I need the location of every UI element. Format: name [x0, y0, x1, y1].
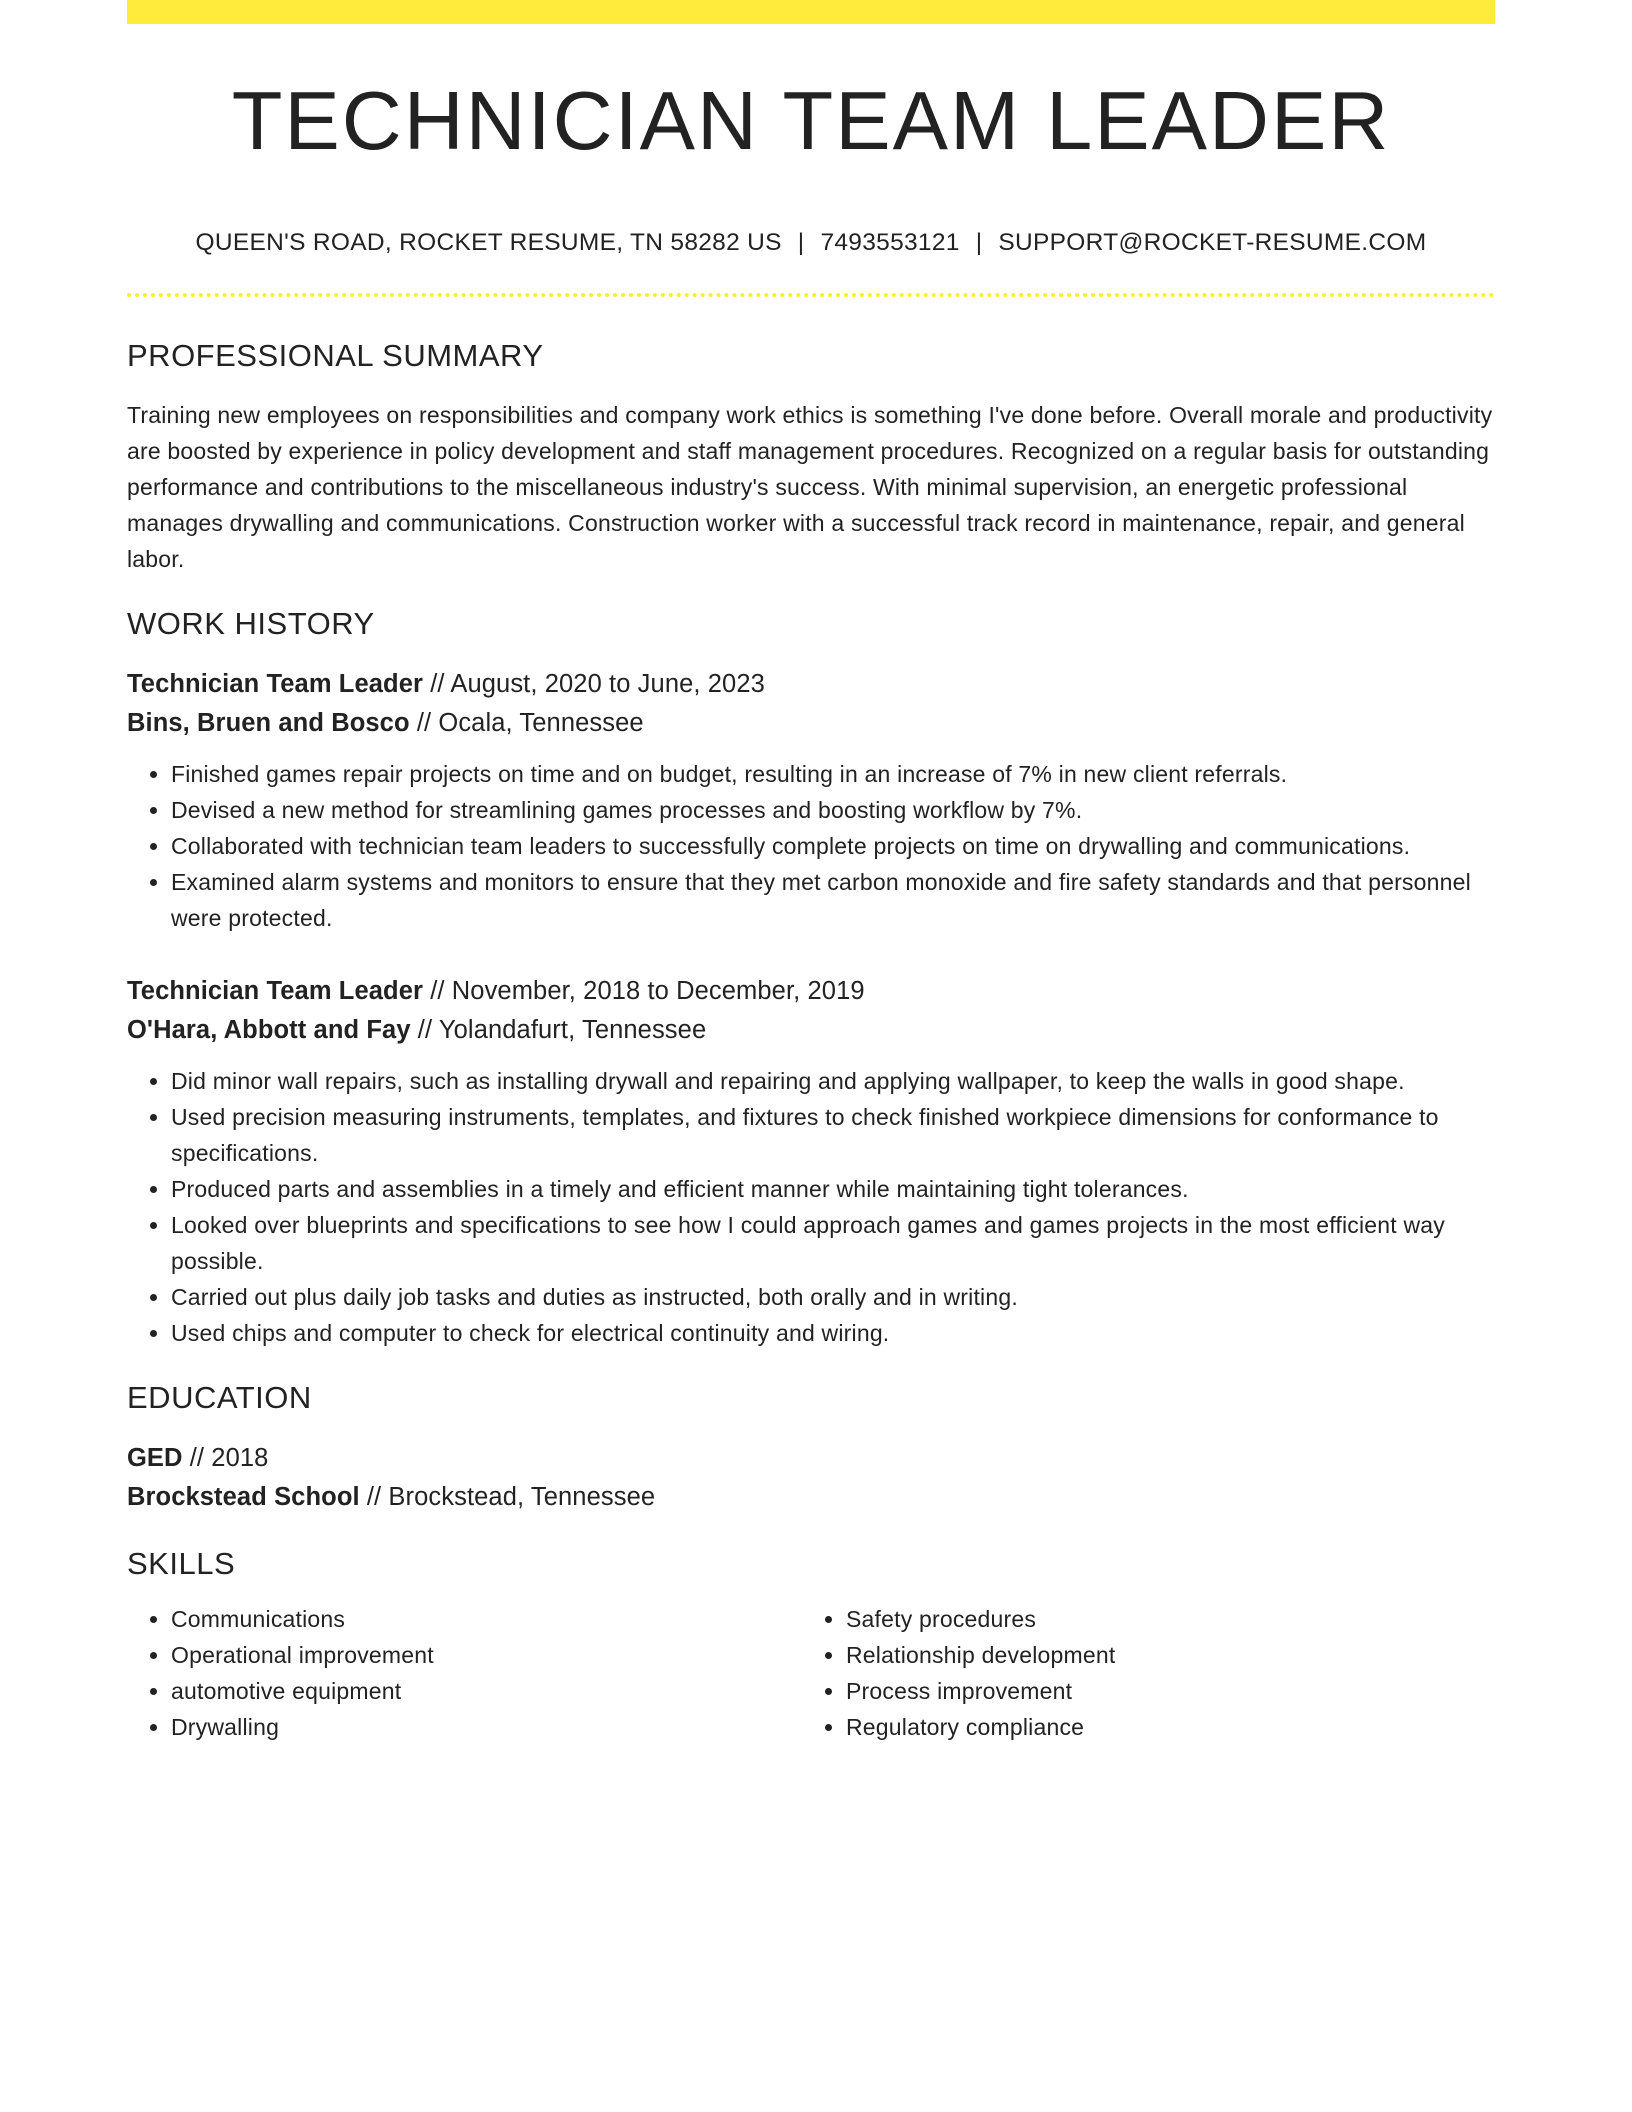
job-bullet: • Carried out plus daily job tasks and duties as instructed, both orally and in writing. — [171, 1279, 1495, 1315]
summary-text: Training new employees on responsibilities and company work ethics is something I've done before. Overall morale and productivity are boosted by experience in policy development and staff management procedures. Recognized on a regular basis for outstanding performance and contributions to the miscellaneous industry's success. With minimal supervision, an energetic professional manages drywalling and communications. Construction worker with a successful track record in maintenance, repair, and general labor. — [127, 402, 1493, 573]
contact-phone: 7493553121 — [820, 229, 960, 256]
education-degree: GED — [127, 1444, 183, 1473]
skill-item: • Process improvement — [846, 1673, 1477, 1709]
education-heading: EDUCATION — [127, 1380, 312, 1416]
resume-title: TECHNICIAN TEAM LEADER — [231, 74, 1391, 167]
education-degree-line — [127, 1439, 1495, 1478]
job-bullet: • Finished games repair projects on time and on budget, resulting in an increase of 7% in new client referrals. — [171, 756, 1495, 792]
job-title: Technician Team Leader — [127, 670, 424, 699]
education-year: // 2018 — [182, 1444, 269, 1473]
job-bullets — [127, 1063, 1495, 1351]
job-company: O'Hara, Abbott and Fay — [127, 1016, 411, 1045]
skills-grid — [127, 1601, 1495, 1745]
work-history-heading: WORK HISTORY — [127, 606, 375, 642]
education-school-line — [127, 1478, 1495, 1517]
job-bullet: • Collaborated with technician team leaders to successfully complete projects on time on drywalling and communications. — [171, 828, 1495, 864]
skill-item: • Operational improvement — [171, 1637, 802, 1673]
dotted-divider — [127, 293, 1495, 297]
job-entry — [127, 972, 1495, 1351]
job-bullet: • Did minor wall repairs, such as installing drywall and repairing and applying wallpaper, to keep the walls in good shape. — [171, 1063, 1495, 1099]
job-bullets — [127, 756, 1495, 936]
contact-separator: | — [797, 229, 805, 256]
summary-heading: PROFESSIONAL SUMMARY — [127, 337, 544, 373]
contact-separator: | — [975, 229, 983, 256]
job-company-line — [127, 1011, 1495, 1050]
skill-item: • Regulatory compliance — [846, 1709, 1477, 1745]
job-bullet: • Used precision measuring instruments, templates, and fixtures to check finished workpiece dimensions for conformance to specifications. — [171, 1099, 1495, 1171]
skill-item: • Drywalling — [171, 1709, 802, 1745]
job-bullet: • Devised a new method for streamlining games processes and boosting workflow by 7%. — [171, 792, 1495, 828]
education-school: Brockstead School — [127, 1483, 360, 1512]
skills-left-column — [127, 1601, 802, 1745]
job-dates: // August, 2020 to June, 2023 — [423, 670, 765, 699]
job-entry — [127, 665, 1495, 936]
contact-address: QUEEN'S ROAD, ROCKET RESUME, TN 58282 US — [195, 229, 782, 256]
skill-item: • Communications — [171, 1601, 802, 1637]
skill-item: • automotive equipment — [171, 1673, 802, 1709]
job-location: // Ocala, Tennessee — [409, 709, 644, 738]
job-location: // Yolandafurt, Tennessee — [410, 1016, 707, 1045]
job-bullet: • Produced parts and assemblies in a timely and efficient manner while maintaining tight tolerances. — [171, 1171, 1495, 1207]
accent-top-bar — [127, 0, 1495, 24]
skill-item: • Safety procedures — [846, 1601, 1477, 1637]
job-title-line — [127, 665, 1495, 704]
job-title: Technician Team Leader — [127, 977, 424, 1006]
job-bullet: • Looked over blueprints and specifications to see how I could approach games and games projects in the most efficient way possible. — [171, 1207, 1495, 1279]
job-bullet: • Used chips and computer to check for electrical continuity and wiring. — [171, 1315, 1495, 1351]
resume-page — [127, 0, 1495, 2112]
job-bullet: • Examined alarm systems and monitors to ensure that they met carbon monoxide and fire safety standards and that personnel were protected. — [171, 864, 1495, 936]
skill-item: • Relationship development — [846, 1637, 1477, 1673]
job-title-line — [127, 972, 1495, 1011]
job-company: Bins, Bruen and Bosco — [127, 709, 410, 738]
education-location: // Brockstead, Tennessee — [359, 1483, 656, 1512]
job-dates: // November, 2018 to December, 2019 — [423, 977, 865, 1006]
job-company-line — [127, 704, 1495, 743]
skills-heading: SKILLS — [127, 1546, 236, 1582]
contact-email: SUPPORT@ROCKET-RESUME.COM — [998, 229, 1427, 256]
education-entry — [127, 1439, 1495, 1517]
contact-info — [127, 230, 1495, 257]
skills-right-column — [802, 1601, 1477, 1745]
